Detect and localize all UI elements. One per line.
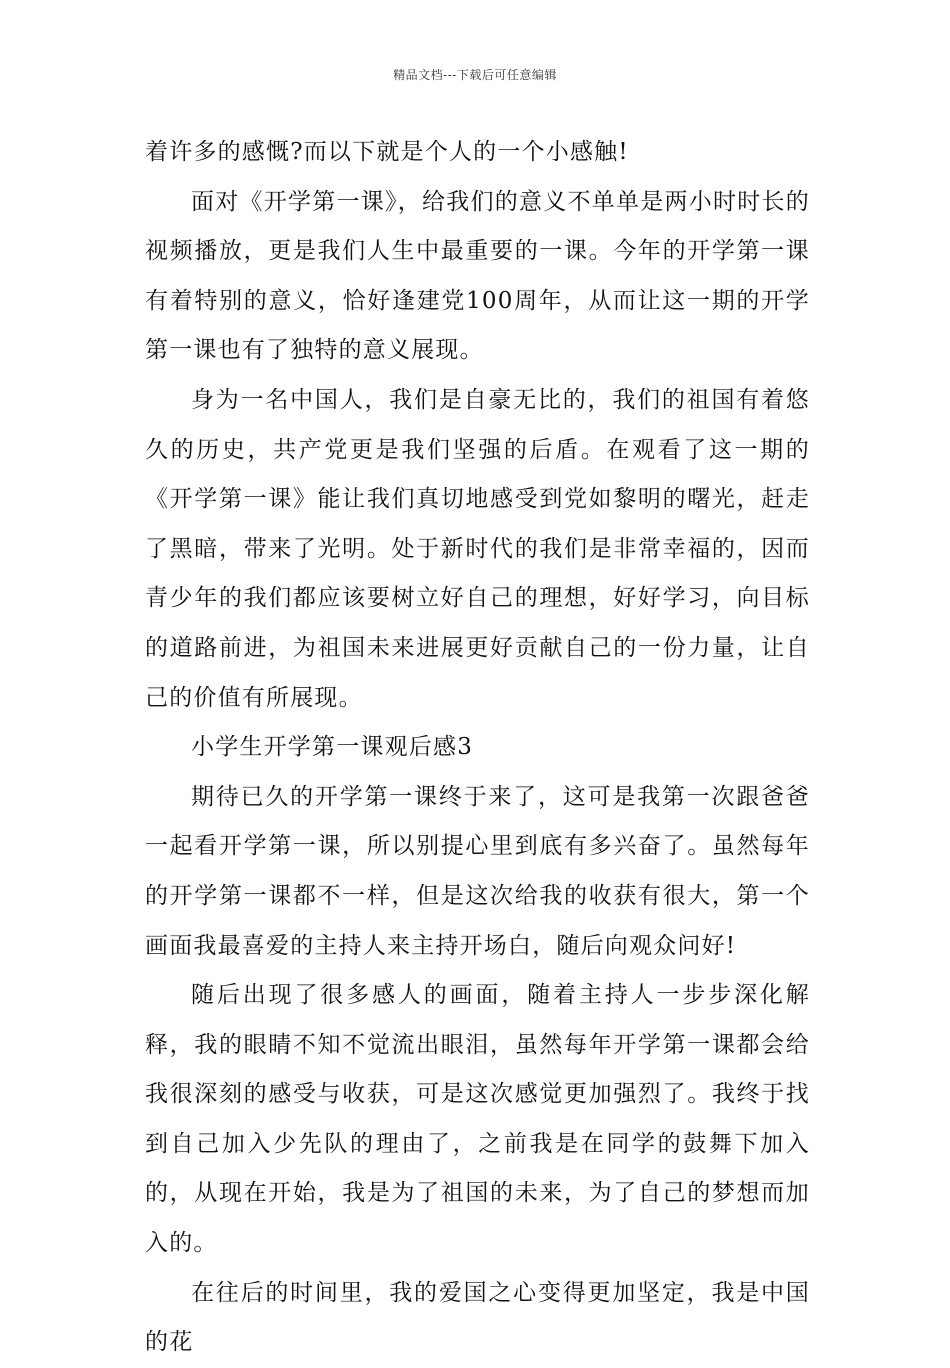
section-heading: 小学生开学第一课观后感3	[191, 734, 474, 761]
paragraph: 随后出现了很多感人的画面，随着主持人一步步深化解释，我的眼睛不知不觉流出眼泪，虽然每年开学第一课都会给我很深刻的感受与收获，可是这次感觉更加强烈了。我终于找到自己加入少先队的理由了，之前我是在同学的鼓舞下加入的，从现在开始，我是为了祖国的未来，为了自己的梦想而加入的。	[145, 982, 810, 1257]
paragraph: 面对《开学第一课》，给我们的意义不单单是两小时时长的视频播放，更是我们人生中最重要的一课。今年的开学第一课有着特别的意义，恰好逢建党100周年，从而让这一期的开学第一课也有了独特的意义展现。	[145, 188, 810, 364]
paragraph: 身为一名中国人，我们是自豪无比的，我们的祖国有着悠久的历史，共产党更是我们坚强的后盾。在观看了这一期的《开学第一课》能让我们真切地感受到党如黎明的曙光，赶走了黑暗，带来了光明。处于新时代的我们是非常幸福的，因而青少年的我们都应该要树立好自己的理想，好好学习，向目标的道路前进，为祖国未来进展更好贡献自己的一份力量，让自己的价值有所展现。	[145, 386, 810, 711]
paragraph: 在往后的时间里，我的爱国之心变得更加坚定，我是中国的花	[145, 1279, 810, 1356]
document-body	[145, 128, 810, 1368]
page-header: 精品文档---下载后可任意编辑	[393, 68, 557, 82]
paragraph-continuation: 着许多的感慨?而以下就是个人的一个小感触!	[145, 139, 629, 165]
paragraph: 期待已久的开学第一课终于来了，这可是我第一次跟爸爸一起看开学第一课，所以别提心里到底有多兴奋了。虽然每年的开学第一课都不一样，但是这次给我的收获有很大，第一个画面我最喜爱的主持人来主持开场白，随后向观众问好!	[145, 783, 810, 959]
